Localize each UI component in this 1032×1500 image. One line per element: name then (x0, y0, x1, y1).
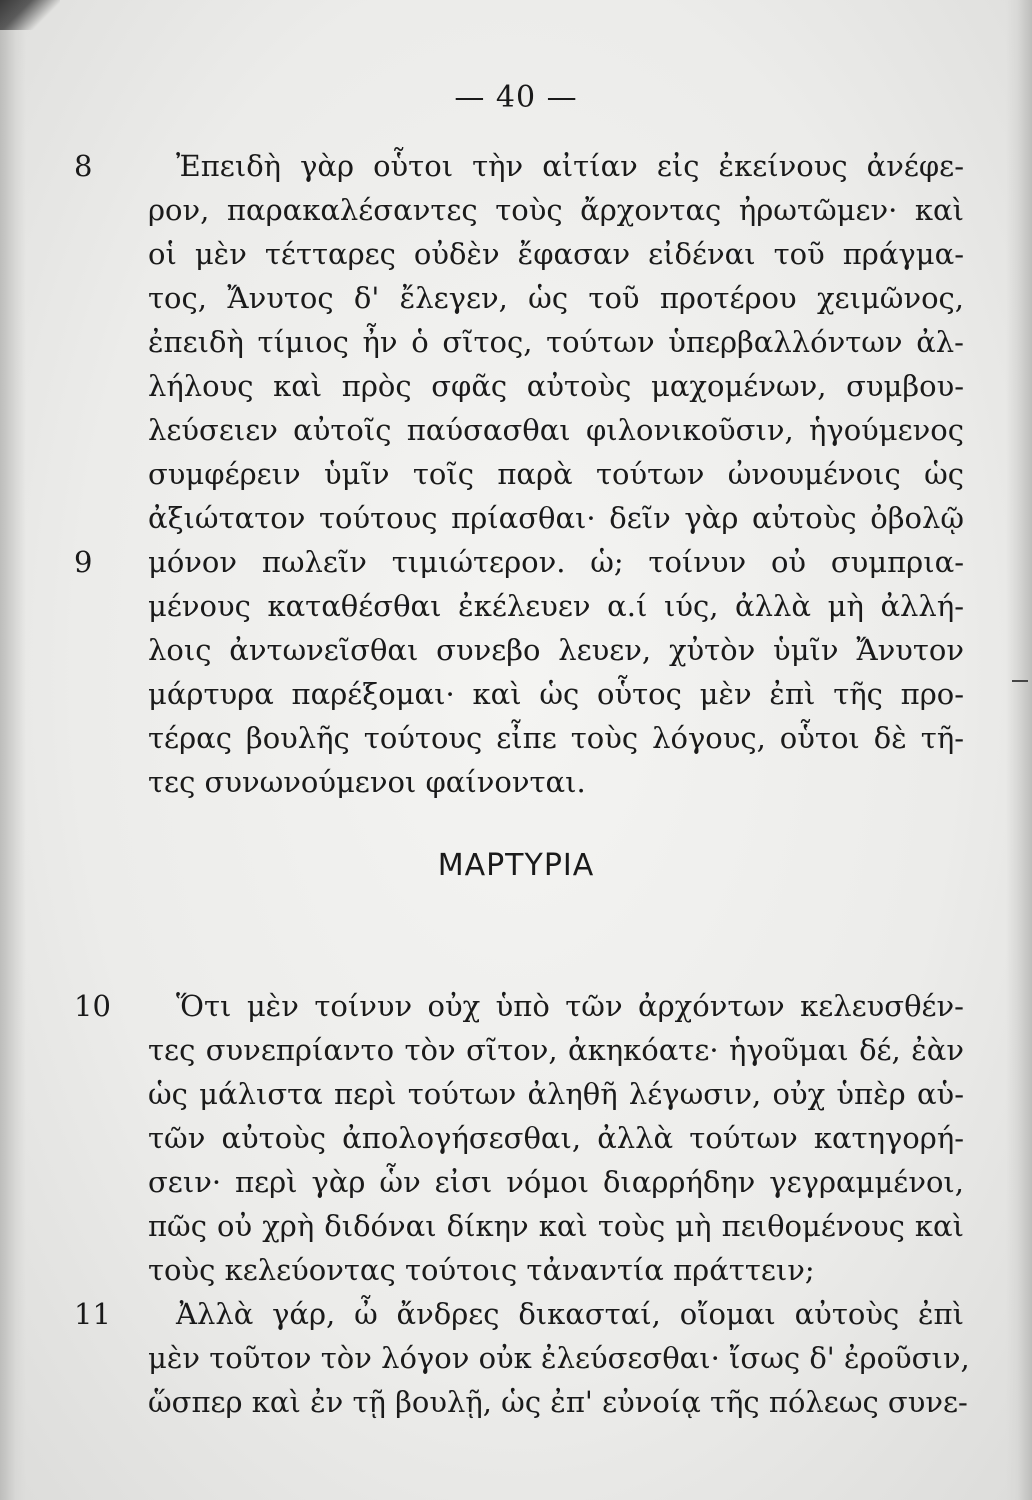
section-heading: ΜΑΡΤΥΡΙΑ (437, 848, 595, 883)
text-line: ἐπειδὴ τίμιος ἦν ὁ σῖτος, τούτων ὑπερβαλλόντων ἀλ- (148, 325, 964, 359)
page-corner-shadow (0, 0, 60, 30)
text-line: τες συνεπρίαντο τὸν σῖτον, ἀκηκόατε· ἡγοῦμαι δέ, ἐὰν (148, 1033, 964, 1067)
text-line: τέρας βουλῆς τούτους εἶπε τοὺς λόγους, οὗτοι δὲ τῆ- (148, 721, 964, 755)
text-line: τος, Ἄνυτος δ' ἔλεγεν, ὡς τοῦ προτέρου χειμῶνος, (148, 281, 964, 315)
text-line: συμφέρειν ὑμῖν τοῖς παρὰ τούτων ὠνουμένοις ὡς (148, 457, 964, 491)
page-number: — 40 — (454, 80, 578, 115)
section-number: 11 (74, 1297, 111, 1331)
margin-mark (1012, 680, 1028, 682)
text-line: ἀξιώτατον τούτους πρίασθαι· δεῖν γὰρ αὐτοὺς ὀβολῷ (148, 501, 964, 535)
text-line: μάρτυρα παρέξομαι· καὶ ὡς οὗτος μὲν ἐπὶ τῆς προ- (148, 677, 964, 711)
text-line: σειν· περὶ γὰρ ὧν εἰσι νόμοι διαρρήδην γεγραμμένοι, (148, 1165, 964, 1199)
text-line: μένους καταθέσθαι ἐκέλευεν α.ί ιύς, ἀλλὰ μὴ ἀλλή- (148, 589, 964, 623)
text-line: Ὅτι μὲν τοίνυν οὐχ ὑπὸ τῶν ἀρχόντων κελευσθέν- (176, 989, 964, 1023)
section-number: 10 (74, 989, 111, 1023)
text-line: λεύσειεν αὐτοῖς παύσασθαι φιλονικοῦσιν, ἡγούμενος (148, 413, 964, 447)
section-number: 8 (74, 149, 93, 183)
page-edge-right (1006, 0, 1032, 1500)
text-line: ρον, παρακαλέσαντες τοὺς ἄρχοντας ἠρωτῶμεν· καὶ (148, 193, 964, 227)
section-number: 9 (74, 545, 93, 579)
text-line: ὡς μάλιστα περὶ τούτων ἀληθῆ λέγωσιν, οὐχ ὑπὲρ αὑ- (148, 1077, 964, 1111)
text-line: πῶς οὐ χρὴ διδόναι δίκην καὶ τοὺς μὴ πειθομένους καὶ (148, 1209, 964, 1243)
text-line: λήλους καὶ πρὸς σφᾶς αὐτοὺς μαχομένων, συμβου- (148, 369, 964, 403)
text-line: μὲν τοῦτον τὸν λόγον οὐκ ἐλεύσεσθαι· ἴσως δ' ἐροῦσιν, (148, 1341, 970, 1375)
text-line: λοις ἀντωνεῖσθαι συνεβο λευεν, χὐτὸν ὑμῖν Ἄνυτον (148, 633, 964, 667)
text-line: τες συνωνούμενοι φαίνονται. (148, 765, 586, 799)
text-line: μόνον πωλεῖν τιμιώτερον. ὡ; τοίνυν οὐ συμπρια- (148, 545, 964, 579)
text-line: Ἀλλὰ γάρ, ὦ ἄνδρες δικασταί, οἴομαι αὐτοὺς ἐπὶ (176, 1297, 964, 1331)
text-line: τοὺς κελεύοντας τούτοις τἀναντία πράττειν; (148, 1253, 815, 1287)
text-line: ὥσπερ καὶ ἐν τῇ βουλῇ, ὡς ἐπ' εὐνοίᾳ τῆς πόλεως συνε- (148, 1385, 968, 1419)
text-line: Ἐπειδὴ γὰρ οὗτοι τὴν αἰτίαν εἰς ἐκείνους ἀνέφε- (176, 149, 964, 183)
text-line: τῶν αὐτοὺς ἀπολογήσεσθαι, ἀλλὰ τούτων κατηγορή- (148, 1121, 964, 1155)
page-edge-left (0, 0, 26, 1500)
text-line: οἱ μὲν τέτταρες οὐδὲν ἔφασαν εἰδέναι τοῦ πράγμα- (148, 237, 964, 271)
